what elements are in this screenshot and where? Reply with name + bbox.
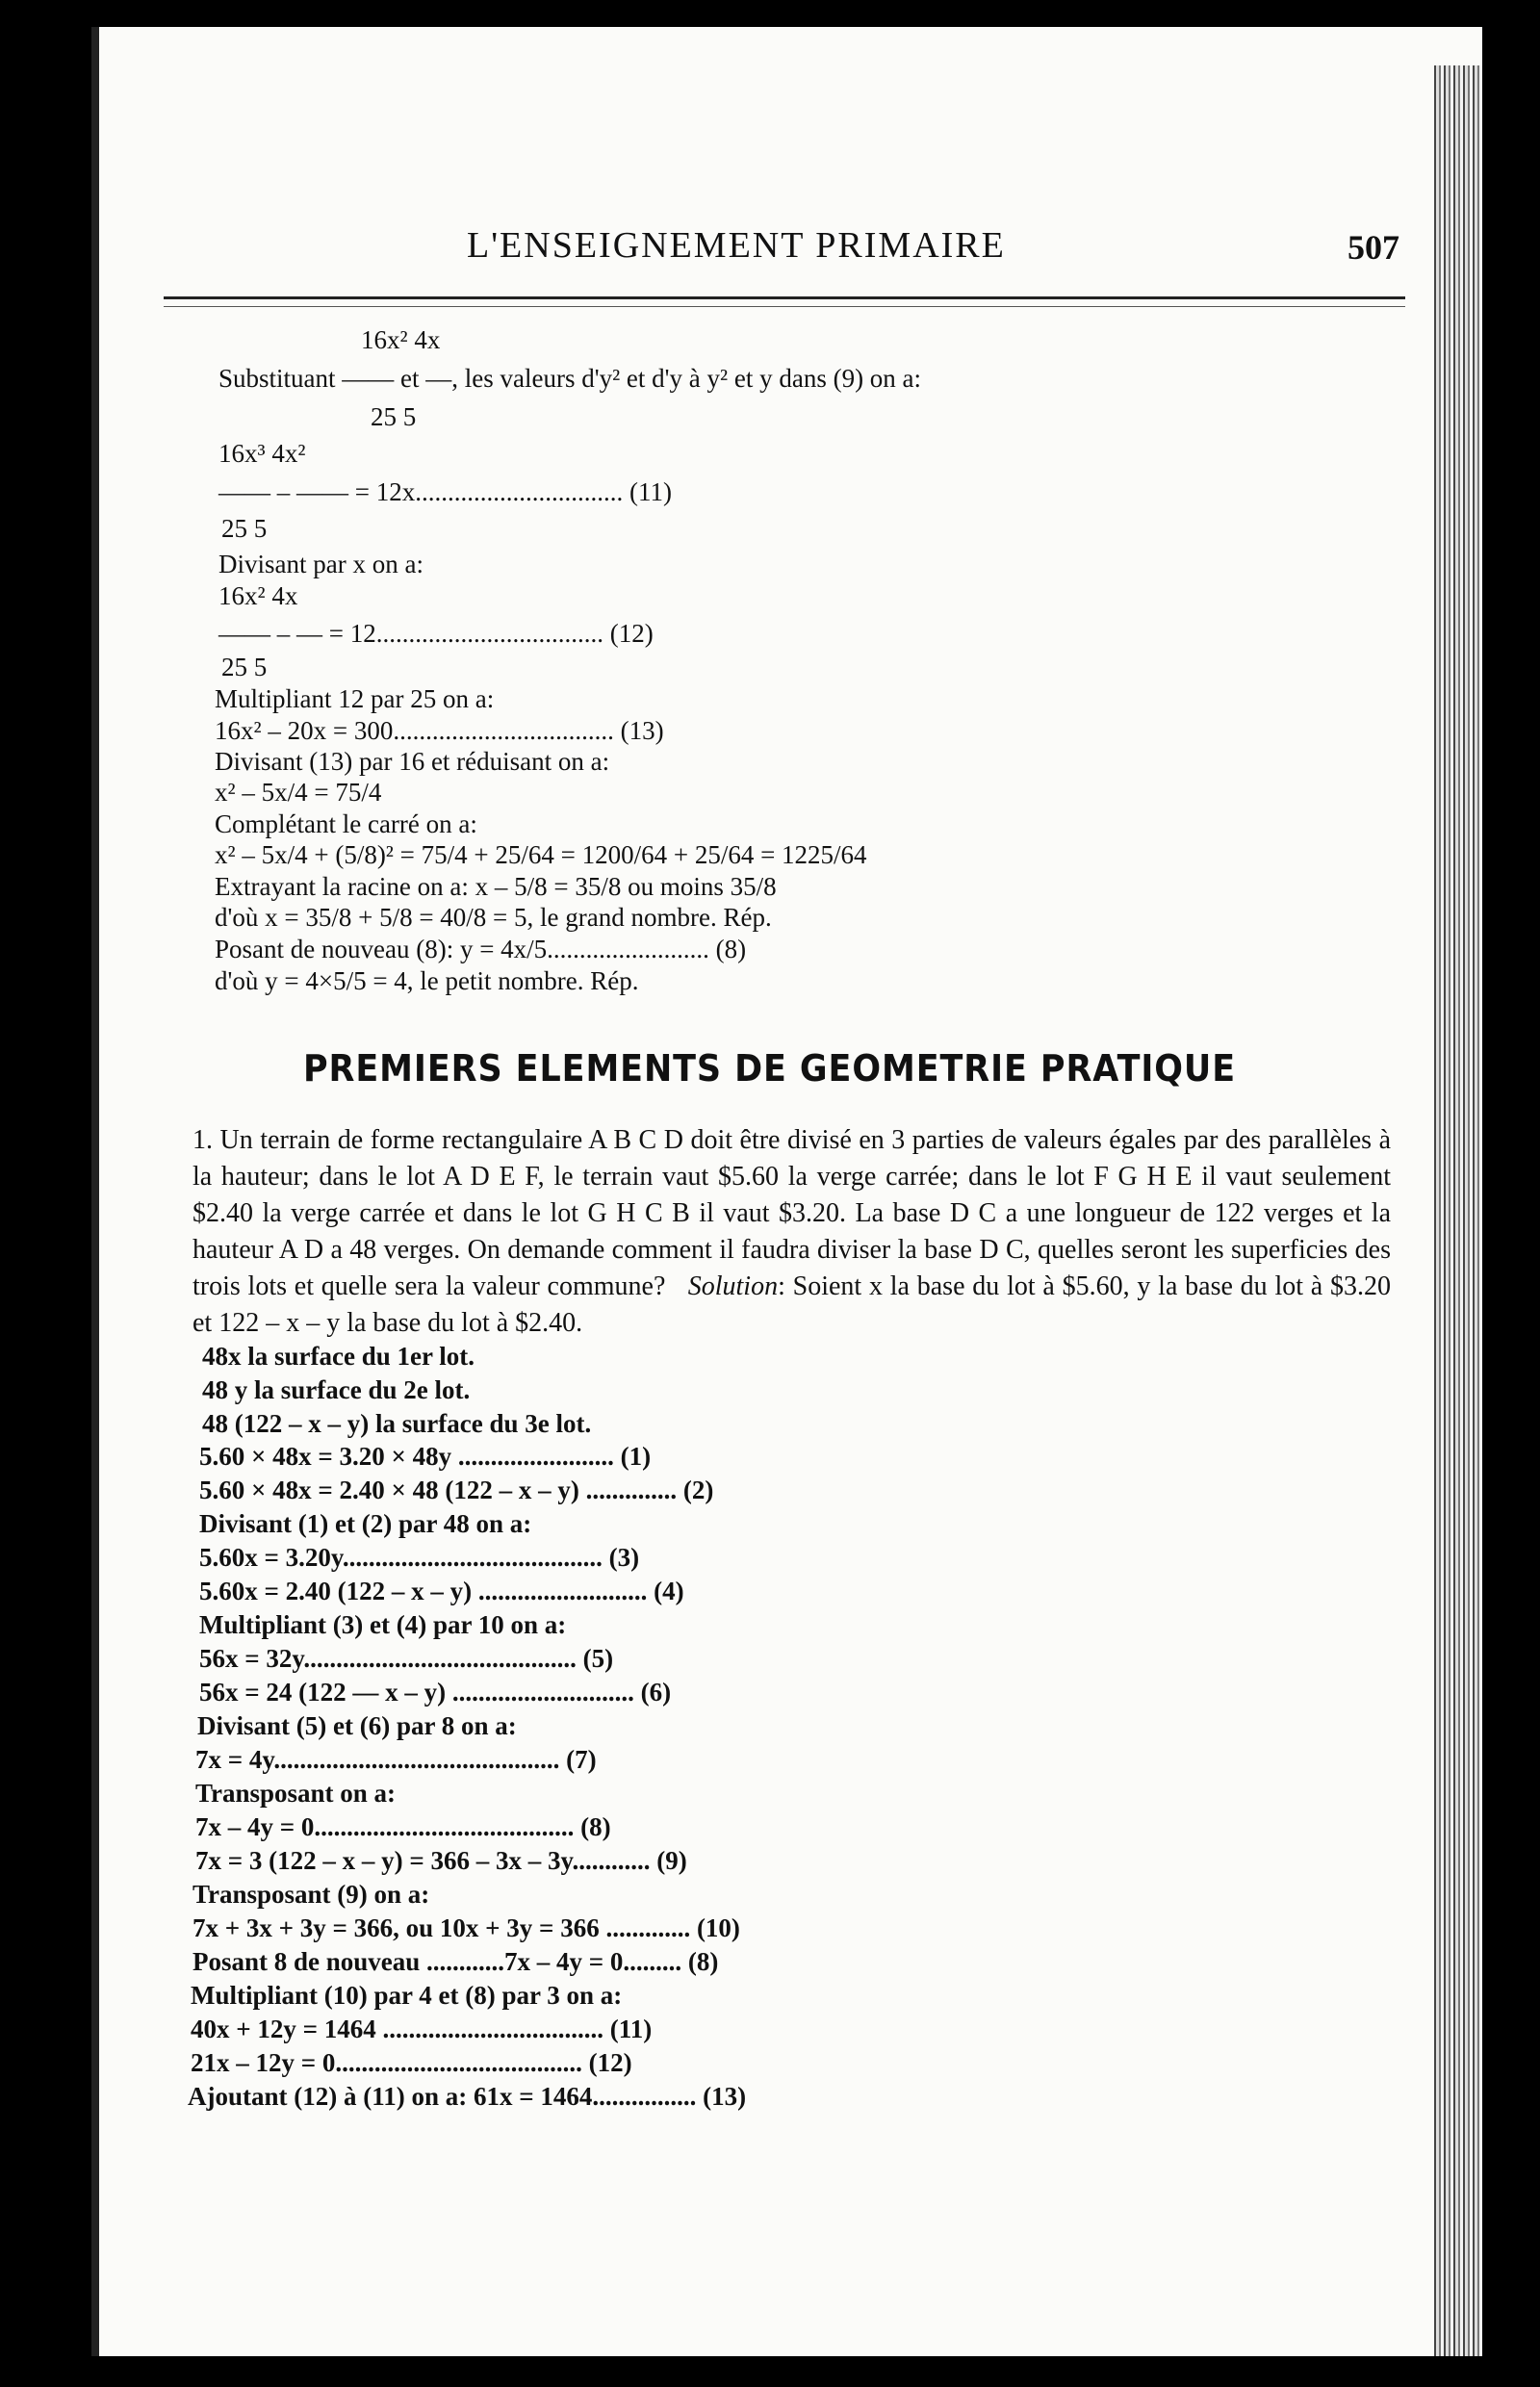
problem-text: 1. Un terrain de forme rectangulaire A B C D doit être divisé en 3 parties de valeurs égales par des parallèles à la hauteur; dans le lot A D E F, le terrain vaut $5.60 la verge carrée; dans le lot F G H E il vaut seulement $2.40 la verge carrée et dans le lot G H C B il vaut $3.20. La base D C a une longueur de 122 verges et la hauteur A D a 48 verges. On demande comment il faudra diviser la base D C, quelles seront les superficies des trois lots et quelle sera la valeur commune?	[192, 1125, 1391, 1301]
step: Divisant (1) et (2) par 48 on a:	[199, 1509, 532, 1538]
line: Divisant par x on a:	[218, 550, 424, 578]
line: 16x² 4x	[218, 581, 298, 610]
step: 5.60x = 3.20y........................................ (3)	[199, 1543, 640, 1572]
page-number: 507	[1348, 228, 1399, 267]
page-edge	[1434, 65, 1482, 2356]
book-page	[91, 27, 1482, 2356]
step: 7x = 4y............................................ (7)	[195, 1745, 597, 1774]
step: 7x + 3x + 3y = 366, ou 10x + 3y = 366 ............. (10)	[192, 1913, 740, 1942]
step: Transposant on a:	[195, 1779, 397, 1808]
line: x² – 5x/4 = 75/4	[215, 778, 382, 807]
binding-gutter	[91, 27, 99, 2356]
solution-text: : Soient x la base du lot à $5.60, y la base du lot à $3.20 et 122 – x – y la base du lot à $2.40.	[192, 1271, 1392, 1338]
step: 56x = 32y.......................................... (5)	[199, 1644, 614, 1673]
line: Complétant le carré on a:	[215, 809, 477, 838]
line: Substituant —— et —, les valeurs d'y² et d'y à y² et y dans (9) on a:	[218, 364, 922, 393]
line: 25 5	[221, 653, 268, 681]
section-title: PREMIERS ELEMENTS DE GEOMETRIE PRATIQUE	[303, 1047, 1237, 1090]
step: 48 (122 – x – y) la surface du 3e lot.	[202, 1409, 592, 1438]
line: 16x² – 20x = 300.................................. (13)	[215, 716, 664, 745]
line: —— – — = 12................................... (12)	[218, 619, 654, 648]
step: 21x – 12y = 0...................................... (12)	[191, 2048, 632, 2077]
step: Divisant (5) et (6) par 8 on a:	[197, 1711, 517, 1740]
step: 5.60 × 48x = 2.40 × 48 (122 – x – y) .............. (2)	[199, 1476, 714, 1504]
solution-label: Solution	[687, 1271, 779, 1301]
step: 48 y la surface du 2e lot.	[202, 1375, 471, 1404]
header-rule	[164, 296, 1405, 299]
line: 25 5	[371, 402, 417, 431]
line: —— – —— = 12x................................ (11)	[218, 477, 672, 506]
line: Extrayant la racine on a: x – 5/8 = 35/8 ou moins 35/8	[215, 872, 777, 901]
running-title: L'ENSEIGNEMENT PRIMAIRE	[467, 225, 1006, 266]
line: 16x² 4x	[361, 325, 441, 354]
step: 7x = 3 (122 – x – y) = 366 – 3x – 3y............ (9)	[195, 1846, 687, 1875]
step: Multipliant (10) par 4 et (8) par 3 on a:	[191, 1981, 623, 2010]
line: Posant de nouveau (8): y = 4x/5......................... (8)	[215, 935, 747, 963]
step: 56x = 24 (122 — x – y) ............................ (6)	[199, 1678, 672, 1707]
step: 5.60 × 48x = 3.20 × 48y ........................ (1)	[199, 1442, 652, 1471]
step: Multipliant (3) et (4) par 10 on a:	[199, 1610, 567, 1639]
header-rule-thin	[164, 306, 1405, 307]
step: 7x – 4y = 0........................................ (8)	[195, 1812, 611, 1841]
step: Ajoutant (12) à (11) on a: 61x = 1464................ (13)	[188, 2082, 747, 2111]
line: Divisant (13) par 16 et réduisant on a:	[215, 747, 610, 776]
step: 40x + 12y = 1464 .................................. (11)	[191, 2015, 653, 2043]
line: 25 5	[221, 514, 268, 543]
line: d'où y = 4×5/5 = 4, le petit nombre. Rép.	[215, 966, 639, 995]
line: 16x³ 4x²	[218, 439, 306, 468]
line: Multipliant 12 par 25 on a:	[215, 684, 495, 713]
step: Posant 8 de nouveau ............7x – 4y = 0......... (8)	[192, 1947, 719, 1976]
line: x² – 5x/4 + (5/8)² = 75/4 + 25/64 = 1200/64 + 25/64 = 1225/64	[215, 840, 867, 869]
problem-statement	[192, 1122, 1391, 1342]
step: 48x la surface du 1er lot.	[202, 1342, 475, 1371]
step: 5.60x = 2.40 (122 – x – y) .......................... (4)	[199, 1577, 684, 1605]
line: d'où x = 35/8 + 5/8 = 40/8 = 5, le grand nombre. Rép.	[215, 903, 772, 932]
step: Transposant (9) on a:	[192, 1880, 430, 1909]
